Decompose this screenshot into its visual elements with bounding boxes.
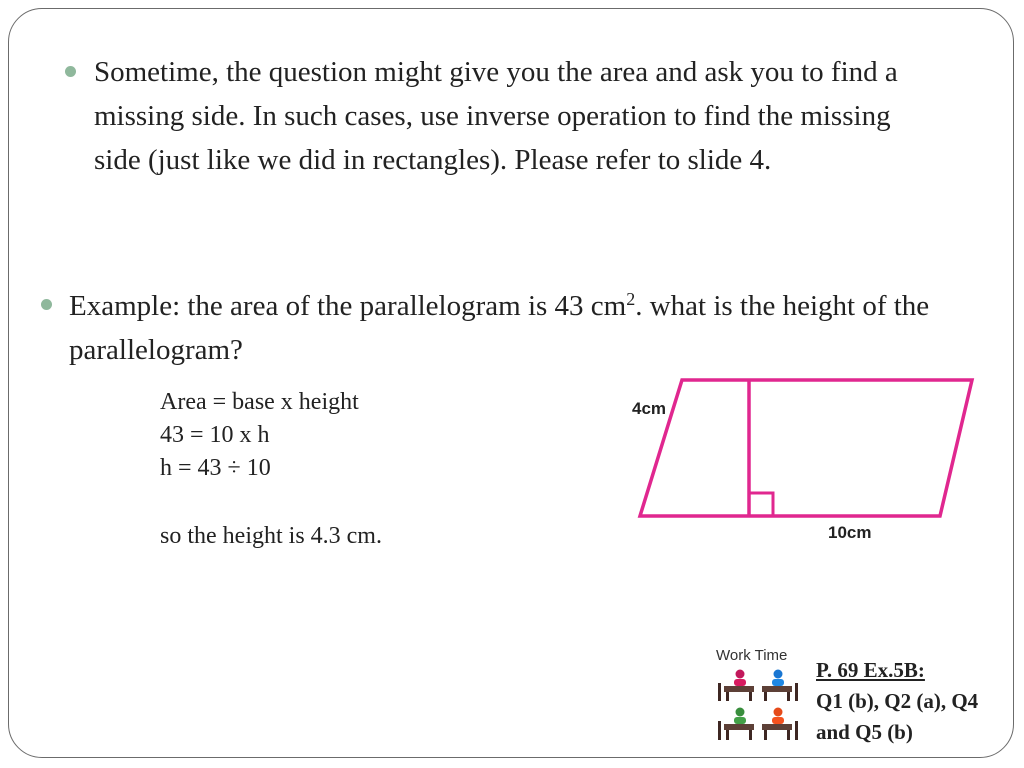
- student-icon: [762, 670, 798, 702]
- exercise-reference: P. 69 Ex.5B:: [816, 658, 925, 682]
- exercise-questions: Q1 (b), Q2 (a), Q4: [816, 689, 979, 713]
- height-label: 4cm: [632, 399, 667, 418]
- working-area-formula: Area = base x height: [160, 389, 359, 415]
- work-time-title: Work Time: [716, 647, 788, 664]
- working-division: h = 43 ÷ 10: [160, 455, 271, 481]
- example-text-suffix: . what is the height of the parallelogram?: [69, 290, 930, 366]
- parallelogram-diagram: [620, 370, 980, 550]
- work-time-icon: [712, 644, 804, 748]
- base-label: 10cm: [828, 523, 872, 542]
- student-icon: [718, 670, 754, 702]
- working-answer: so the height is 4.3 cm.: [160, 523, 382, 549]
- working-substitution: 43 = 10 x h: [160, 422, 270, 448]
- bullet-missing-side: Sometime, the question might give you the area and ask you to find a missing side. In such cases, use inverse operation to find the missing side (just like we did in rectangles). Please refer to slide 4.: [94, 56, 898, 176]
- bullet-dot: [65, 66, 76, 77]
- bullet-example: [69, 284, 939, 372]
- right-angle-marker: [749, 493, 773, 516]
- example-text-prefix: Example: the area of the parallelogram is 43 cm: [69, 290, 627, 322]
- bullet-dot: [41, 299, 52, 310]
- squared-superscript: 2: [626, 289, 636, 309]
- exercise-questions-continued: and Q5 (b): [816, 720, 913, 744]
- parallelogram-shape: [640, 380, 972, 516]
- student-icon: [762, 708, 798, 741]
- student-icon: [718, 708, 754, 741]
